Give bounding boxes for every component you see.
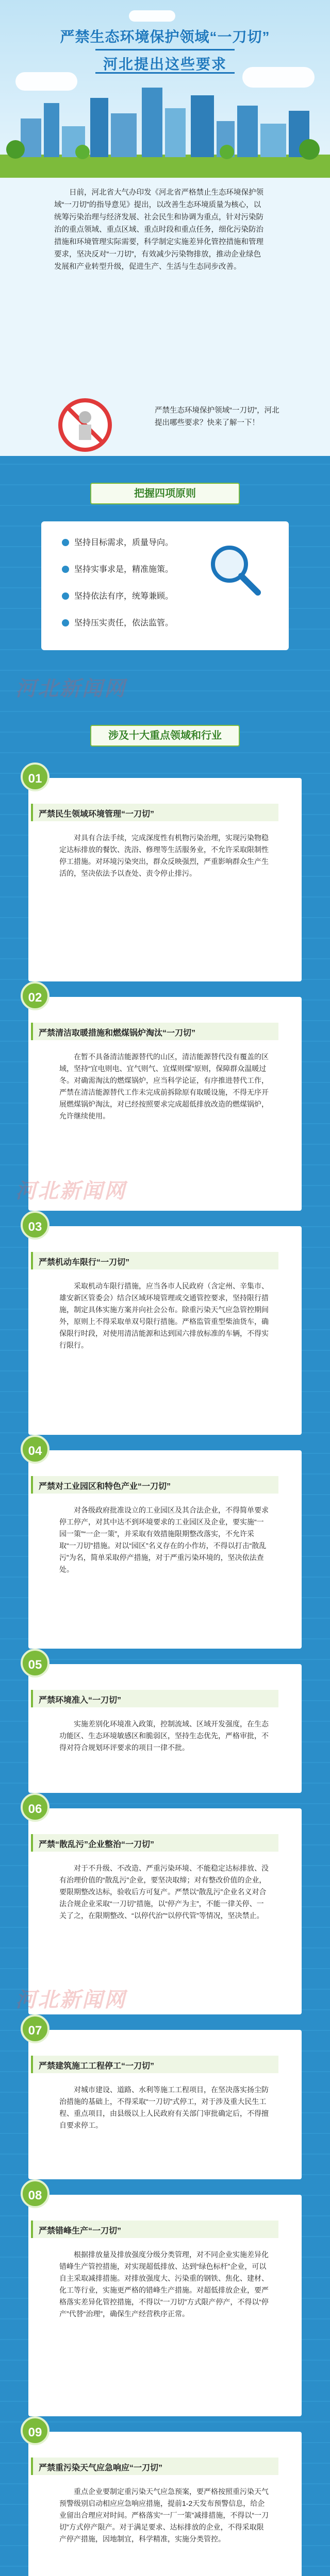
watermark: 河北新闻网 xyxy=(15,1988,126,2012)
item-number: 03 xyxy=(21,1211,50,1240)
item-number: 02 xyxy=(21,981,50,1010)
item-body: 实施差别化环境准入政策，控制流域、区域开发强度，在生态功能区、生态环境敏感区和脆弱区，坚持生态优先，严格审批，不得对符合规划环评要求的项目一律不批。 xyxy=(59,1720,269,1752)
principle-item xyxy=(62,536,173,548)
page-title: 严禁生态环境保护领域“一刀切” xyxy=(60,29,270,45)
item-body: 对各级政府批准设立的工业园区及其合法企业，不得简单要求停工停产，对其中达不到环境要求的工业园区及企业，要实施“一园一策”“一企一策”，并采取有效措施限期整改落实，不允许采取“一刀切”措施。对以“园区”名义存在的小作坊，不得以打击“散乱污”为名，简单采取停产措施，对于严重污染环境的，坚决依法查处。 xyxy=(59,1506,269,1573)
principle-item xyxy=(62,616,173,628)
item-number: 06 xyxy=(21,1793,50,1822)
item-number: 01 xyxy=(21,762,50,791)
item-body: 重点企业要制定重污染天气应急预案，要严格按照重污染天气预警级别启动相应应急响应措施，提前1-2天发布预警信息，给企业留出合理应对时间。严格落实“一厂一策”减排措施，不得以“一刀切”方式停产限产。对于满足要求、达标排放的企业，不得采取限产停产措施，因地制宜，科学精准，实施分类管控。 xyxy=(59,2487,269,2543)
scope-heading: 涉及十大重点领域和行业 xyxy=(90,725,240,747)
principles-banner xyxy=(0,479,330,508)
principle-text: 坚持实事求是，精准施策。 xyxy=(74,565,174,574)
principle-text: 坚持依法有序，统筹兼顾。 xyxy=(74,592,174,601)
bullet-icon xyxy=(62,592,69,600)
principle-item xyxy=(62,589,173,601)
item-body: 根据排放量及排放强度分级分类管理，对不同企业实施差异化错峰生产管控措施，对实现超低排放、达到“绿色标杆”企业，可以自主采取减排措施。对排放强度大、污染重的钢铁、焦化、建材、化工等行业，实施更严格的错峰生产措施。对超低排放企业，要严格落实差异化管控措施，不得以“一刀切”方式限产停产，不得以“停产”代替“治理”，确保生产经营秩序正常。 xyxy=(59,2250,269,2318)
no-one-size-fits-all-icon xyxy=(57,397,124,453)
item-number: 09 xyxy=(21,2416,50,2445)
city-skyline-illustration xyxy=(0,77,330,178)
principles-heading: 把握四项原则 xyxy=(90,483,240,504)
page-subtitle: 河北提出这些要求 xyxy=(103,56,227,72)
item-body: 对城市建设、道路、水利等施工工程项目，在坚决落实扬尘防治措施的基础上，不得采取“一刀切”式停工，对于涉及重大民生工程、重点项目，由县级以上人民政府有关部门审批确定后，不得擅自要求停工。 xyxy=(59,2086,269,2129)
bullet-icon xyxy=(62,539,69,546)
item-title: 严禁对工业园区和特色产业“一刀切” xyxy=(39,1482,171,1491)
principle-text: 坚持压实责任，依法监管。 xyxy=(74,619,174,628)
item-title: 严禁机动车限行“一刀切” xyxy=(39,1258,130,1267)
item-body: 在暂不具备清洁能源替代的山区，清洁能源替代没有覆盖的区域，坚持“宜电则电、宜气则气、宜煤则煤”原则，保障群众温暖过冬。对确需淘汰的燃煤锅炉，应当科学论证，有序推进替代工作，严禁在清洁能源替代工作未完成前拆除原有取暖设施，不得无序开展燃煤锅炉淘汰，对已经按照要求完成超低排放改造的燃煤锅炉，允许继续使用。 xyxy=(59,1053,269,1120)
item-title: 严禁清洁取暖措施和燃煤锅炉淘汰“一刀切” xyxy=(39,1029,196,1038)
bullet-icon xyxy=(62,619,69,626)
intro-badge-text: 严禁生态环境保护领域“一刀切”，河北提出哪些要求？快来了解一下！ xyxy=(155,406,279,427)
item-title: 严禁“散乱污”企业整治“一刀切” xyxy=(39,1840,155,1849)
item-title: 严禁民生领域环境管理“一刀切” xyxy=(39,810,155,819)
principle-item xyxy=(62,563,173,574)
watermark: 河北新闻网 xyxy=(15,1179,126,1203)
item-body: 采取机动车限行措施，应当各市人民政府（含定州、辛集市、雄安新区管委会）结合区域环境管理或交通管控要求，坚持限行措施，制定具体实施方案并向社会公布。除重污染天气应急管控期间外，原则上不得采取单双号限行措施。严格监管重型柴油货车，确保限行时段，对使用清洁能源和达到国六排放标准的车辆，不得实行限行。 xyxy=(59,1282,269,1349)
item-title: 严禁错峰生产“一刀切” xyxy=(39,2227,122,2235)
item-title: 严禁建筑施工工程停工“一刀切” xyxy=(39,2062,155,2071)
watermark: 河北新闻网 xyxy=(15,676,126,701)
scope-banner xyxy=(0,721,330,750)
magnifier-icon xyxy=(206,541,263,598)
item-number: 04 xyxy=(21,1435,50,1464)
item-title: 严禁重污染天气应急响应“一刀切” xyxy=(39,2464,163,2472)
item-number: 08 xyxy=(21,2179,50,2208)
item-body: 对于不升级、不改造、严重污染环境、不能稳定达标排放、没有治理价值的“散乱污”企业，要坚决取缔；对有整改价值的企业，要限期整改达标，验收后方可复产。严禁以“散乱污”企业名义对合法合规企业采取“一刀切”措施，以“停产为主”，不能一律关停、一关了之，在限期整改、“以停代治”“以停代管”等情况，坚决禁止。 xyxy=(59,1864,269,1920)
bullet-icon xyxy=(62,566,69,573)
item-number: 05 xyxy=(21,1649,50,1677)
intro-paragraph: 日前，河北省大气办印发《河北省严格禁止生态环境保护领域“一刀切”的指导意见》提出，以改善生态环境质量为核心，以统筹污染治理与经济发展、社会民生和协调为重点，针对污染防治的重点领域、重点区域、重点时段和重点任务，细化污染防治措施和环境管理实际需要，科学制定实施差异化管控措施和管理要求，坚决反对“一刀切”，有效减少污染物排放，推动企业绿色发展和产业转型升级，促进生产、生活与生态同步改善。 xyxy=(54,189,263,271)
item-number: 07 xyxy=(21,2014,50,2043)
item-title: 严禁环境准入“一刀切” xyxy=(39,1696,122,1705)
principle-text: 坚持目标需求，质量导向。 xyxy=(74,538,174,547)
cloud-decoration xyxy=(129,10,175,22)
item-body: 对具有合法手续，完成深度性有机物污染治理，实现污染物稳定达标排放的餐饮、洗浴、修理等生活服务业，不允许采取限制性停工措施。对环境污染突出，群众反映强烈，严重影响群众生产生活的，坚决依法予以查处、责令停止排污。 xyxy=(59,834,269,877)
hero-banner xyxy=(0,0,330,178)
